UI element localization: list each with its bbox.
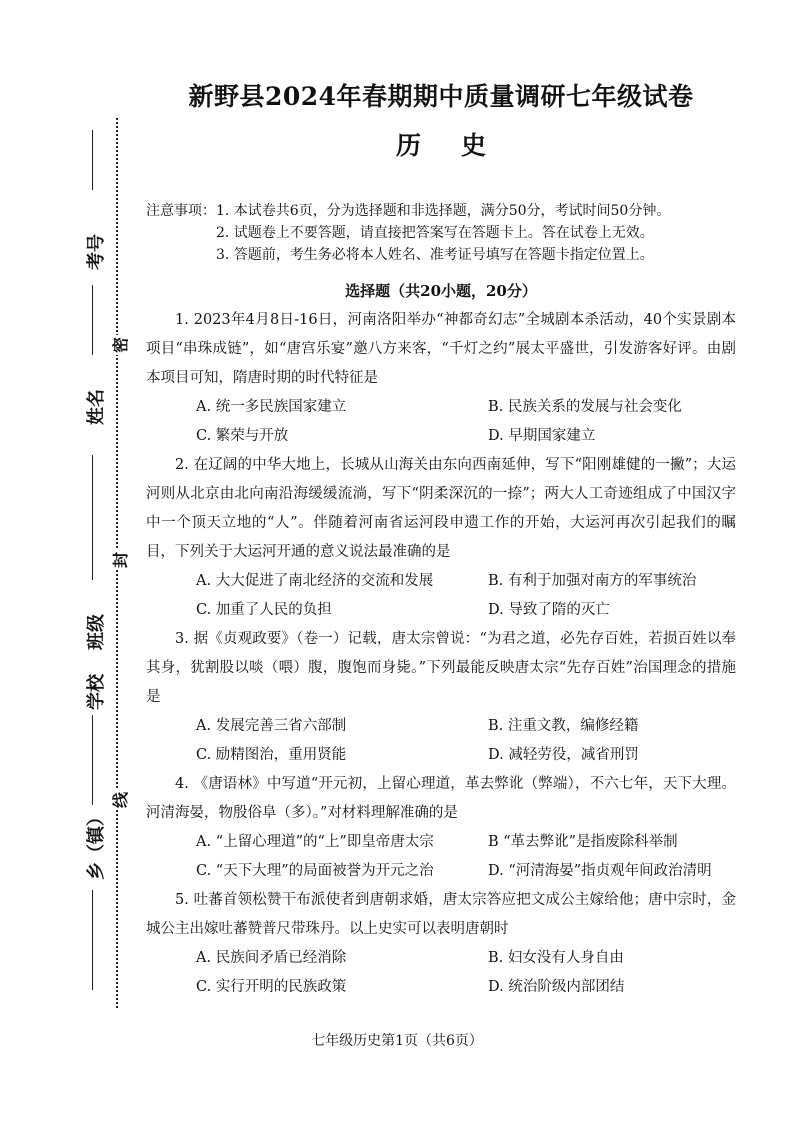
question-2 — [146, 451, 736, 625]
option-c: C. “天下大理”的局面被誉为开元之治 — [196, 863, 434, 879]
question-stem: 2. 在辽阔的中华大地上，长城从山海关由东向西南延伸，写下“阳刚雄健的一撇”；大运河则从北京由北向南沿海缓缓流淌，写下“阴柔深沉的一捺”；两大人工奇迹组成了中国汉字中一个顶天立地的“人”。伴随着河南省运河段申遗工作的开始，大运河再次引起我们的瞩目，下列关于大运河开通的意义说法最准确的是 — [146, 457, 736, 560]
town-label: 乡（镇） — [86, 808, 107, 880]
school-label: 学校 — [86, 674, 107, 710]
question-stem: 3. 据《贞观政要》（卷一）记载，唐太宗曾说：“为君之道，必先存百姓，若损百姓以奉其身，犹割股以啖（喂）腹，腹饱而身毙。”下列最能反映唐太宗“先存百姓”治国理念的措施是 — [146, 631, 736, 705]
exam-title: 新野县2024年春期期中质量调研七年级试卷 — [188, 82, 694, 111]
question-stem: 4. 《唐语林》中写道“开元初，上留心理道，革去弊讹（弊端），不六七年，天下大理。河清海晏，物殷俗阜（多）。”对材料理解准确的是 — [146, 776, 736, 821]
class-rule — [92, 455, 93, 580]
question-stem: 5. 吐蕃首领松赞干布派使者到唐朝求婚，唐太宗答应把文成公主嫁给他；唐中宗时，金城公主出嫁吐蕃赞普尺带珠丹。以上史实可以表明唐朝时 — [146, 892, 736, 937]
option-a: A. 民族间矛盾已经消除 — [196, 950, 347, 966]
page-footer: 七年级历史第1页（共6页） — [311, 1033, 483, 1049]
exam-content — [146, 78, 736, 1002]
seal-mark-mi: 密 — [108, 335, 131, 355]
question-options — [146, 567, 736, 625]
note-item: 1. 本试卷共6页，分为选择题和非选择题，满分50分，考试时间50分钟。 — [216, 203, 671, 219]
question-options — [146, 393, 736, 451]
note-row — [146, 200, 736, 222]
option-d: D. 减轻劳役，减省刑罚 — [488, 747, 639, 763]
option-b: B. 注重文教，编修经籍 — [488, 718, 639, 734]
question-options — [146, 944, 736, 1002]
town-rule — [92, 890, 93, 990]
class-label: 班级 — [86, 614, 107, 650]
option-d: D. 统治阶级内部团结 — [488, 979, 625, 995]
exam-notes — [146, 200, 736, 266]
exam-no-label: 考号 — [86, 234, 107, 270]
option-d: D. 导致了隋的灭亡 — [488, 602, 610, 618]
option-a: A. 大大促进了南北经济的交流和发展 — [196, 573, 434, 589]
question-stem: 1. 2023年4月8日-16日，河南洛阳举办“神都奇幻志”全城剧本杀活动，40个实景剧本项目“串珠成链”，如“唐宫乐宴”邀八方来客，“千灯之约”展太平盛世，引发游客好评。由剧本项目可知，隋唐时期的时代特征是 — [146, 312, 736, 386]
question-1 — [146, 306, 736, 451]
option-b: B “革去弊讹”是指废除科举制 — [488, 834, 678, 850]
question-3 — [146, 625, 736, 770]
name-label: 姓名 — [86, 389, 107, 425]
option-d: D. “河清海晏”指贞观年间政治清明 — [488, 863, 712, 879]
name-rule — [92, 285, 93, 355]
option-d: D. 早期国家建立 — [488, 428, 596, 444]
note-item: 2. 试题卷上不要答题，请直接把答案写在答题卡上。答在试卷上无效。 — [216, 225, 654, 241]
option-a: A. 发展完善三省六部制 — [196, 718, 347, 734]
option-c: C. 实行开明的民族政策 — [196, 979, 347, 995]
question-options — [146, 712, 736, 770]
note-item: 3. 答题前，考生务必将本人姓名、准考证号填写在答题卡指定位置上。 — [216, 247, 654, 263]
option-c: C. 繁荣与开放 — [196, 428, 289, 444]
question-4 — [146, 770, 736, 886]
option-a: A. “上留心理道”的“上”即皇帝唐太宗 — [196, 834, 434, 850]
school-rule — [92, 715, 93, 805]
option-b: B. 妇女没有人身自由 — [488, 950, 624, 966]
notes-label: 注意事项： — [146, 203, 216, 219]
question-5 — [146, 886, 736, 1002]
seal-mark-xian: 线 — [108, 790, 131, 810]
subject-title: 历史 — [395, 131, 526, 160]
option-c: C. 励精图治，重用贤能 — [196, 747, 347, 763]
section-title: 选择题（共20小题，20分） — [345, 282, 537, 300]
option-b: B. 有利于加强对南方的军事统治 — [488, 573, 697, 589]
question-options — [146, 828, 736, 886]
option-c: C. 加重了人民的负担 — [196, 602, 332, 618]
seal-mark-feng: 封 — [108, 550, 131, 570]
option-b: B. 民族关系的发展与社会变化 — [488, 399, 682, 415]
exam-no-rule — [92, 130, 93, 190]
binding-margin — [60, 110, 130, 1010]
option-a: A. 统一多民族国家建立 — [196, 399, 347, 415]
